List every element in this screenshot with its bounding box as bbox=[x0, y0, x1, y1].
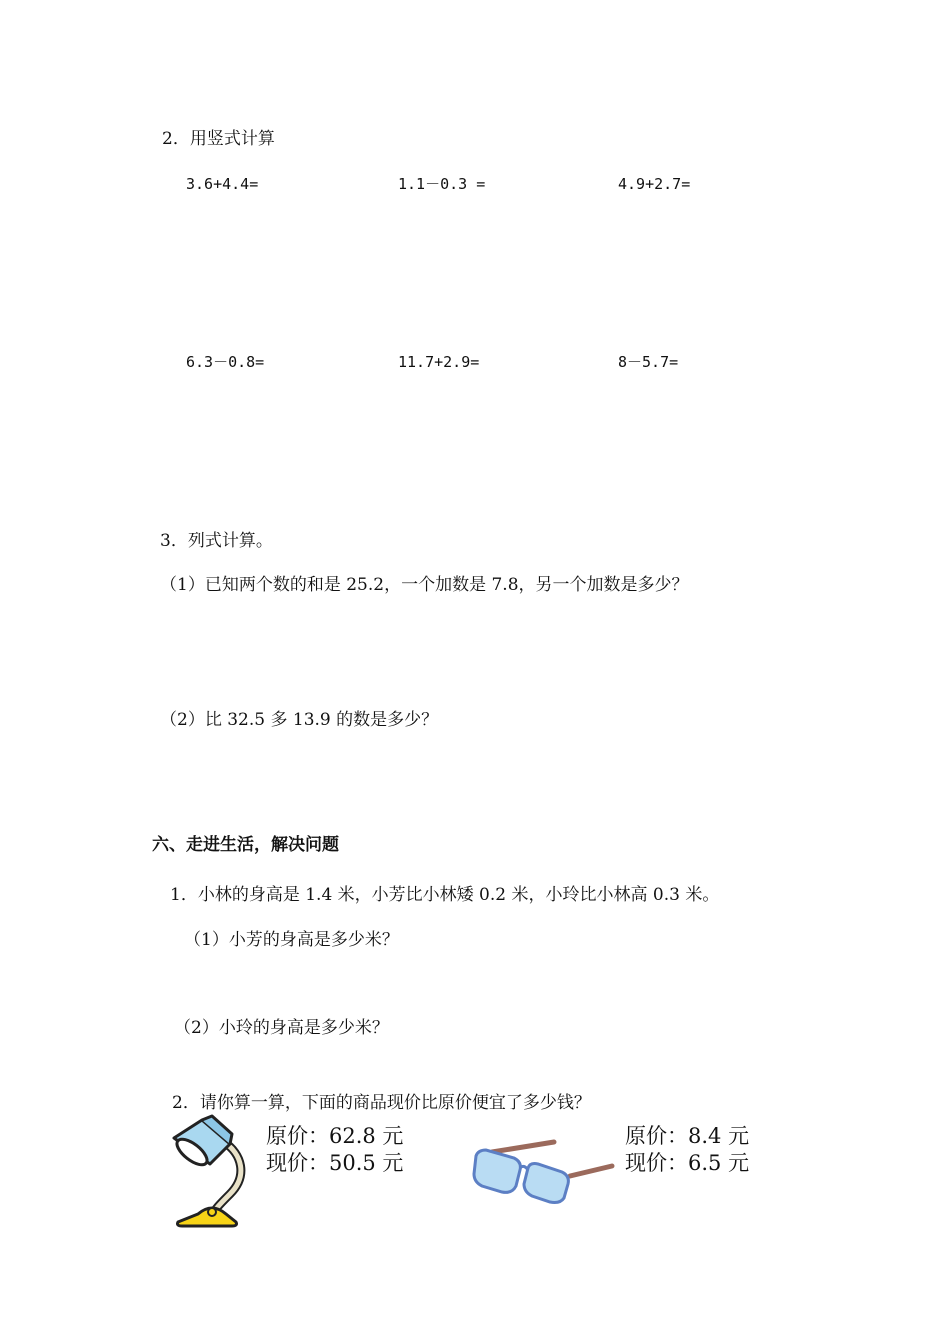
problem-1-statement: 1．小林的身高是 1.4 米，小芳比小林矮 0.2 米，小玲比小林高 0.3 米。 bbox=[170, 885, 720, 905]
problem-4: 6.3－0.8= bbox=[186, 353, 265, 371]
section-2-title: 2．用竖式计算 bbox=[162, 129, 275, 149]
problem-5: 11.7+2.9= bbox=[398, 353, 480, 371]
problem-1: 3.6+4.4= bbox=[186, 175, 259, 193]
lamp-original-price: 原价：62.8 元 bbox=[266, 1124, 404, 1148]
problem-1-question-1: （1）小芳的身高是多少米？ bbox=[184, 930, 399, 950]
problem-2-statement: 2．请你算一算，下面的商品现价比原价便宜了多少钱？ bbox=[172, 1093, 591, 1113]
glasses-current-price: 现价：6.5 元 bbox=[625, 1151, 750, 1175]
part-6-heading: 六、走进生活，解决问题 bbox=[152, 835, 339, 855]
problem-1-question-2: （2）小玲的身高是多少米？ bbox=[174, 1018, 389, 1038]
desk-lamp-icon bbox=[168, 1114, 258, 1230]
section-3-question-1: （1）已知两个数的和是 25.2，一个加数是 7.8，另一个加数是多少？ bbox=[160, 575, 689, 595]
problem-2: 1.1－0.3 = bbox=[398, 175, 486, 193]
glasses-icon bbox=[470, 1136, 620, 1208]
glasses-original-price: 原价：8.4 元 bbox=[625, 1124, 750, 1148]
problem-6: 8－5.7= bbox=[618, 353, 679, 371]
lamp-current-price: 现价：50.5 元 bbox=[266, 1151, 404, 1175]
section-3-question-2: （2）比 32.5 多 13.9 的数是多少？ bbox=[160, 710, 439, 730]
section-3-title: 3．列式计算。 bbox=[160, 531, 273, 551]
problem-3: 4.9+2.7= bbox=[618, 175, 691, 193]
